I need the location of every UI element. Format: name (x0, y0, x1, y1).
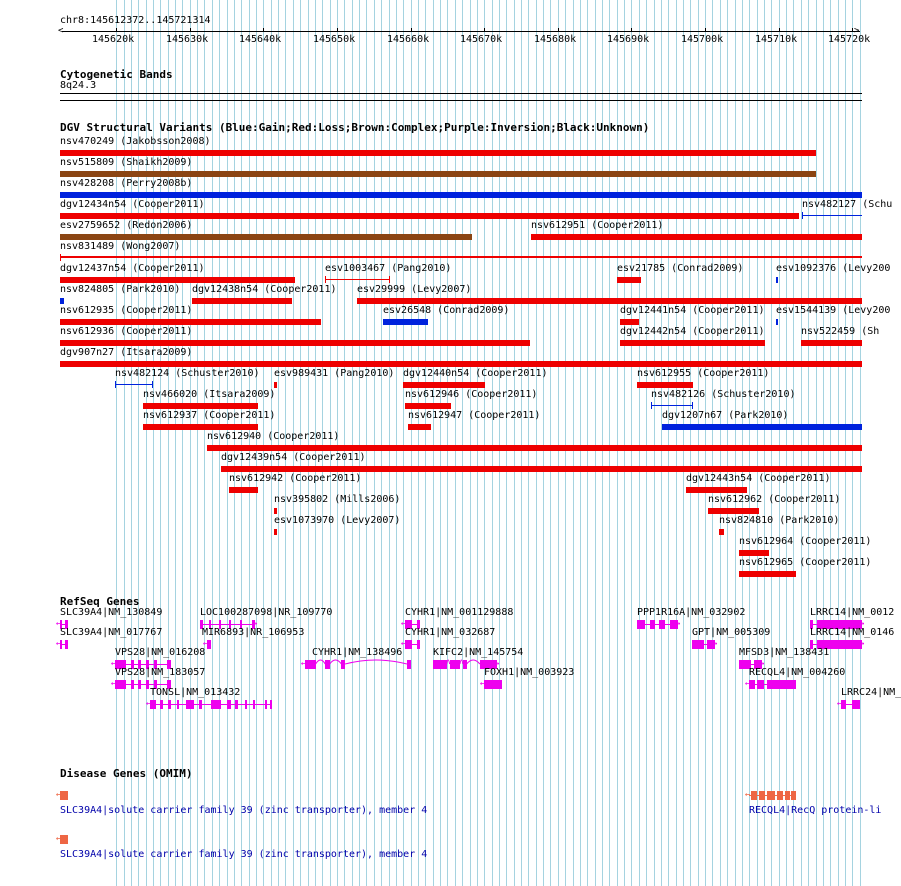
dgv-feature-bar[interactable] (637, 382, 693, 388)
dgv-feature-label: esv989431 (Pang2010) (274, 368, 395, 379)
dgv-feature-bar[interactable] (192, 298, 292, 304)
grid-line (786, 0, 787, 886)
grid-line (779, 0, 780, 886)
dgv-feature-label: dgv1207n67 (Park2010) (662, 410, 789, 421)
refseq-exon[interactable] (767, 680, 796, 689)
dgv-feature-label: nsv612935 (Cooper2011) (60, 305, 193, 316)
refseq-exon[interactable] (235, 700, 238, 709)
omim-gene-label: SLC39A4|solute carrier family 39 (zinc transporter), member 4 (60, 805, 428, 816)
dgv-feature-bar[interactable] (408, 424, 431, 430)
dgv-feature-label: esv1073970 (Levy2007) (274, 515, 401, 526)
dgv-feature-bar[interactable] (383, 319, 428, 325)
ruler-tick-label: 145710k (755, 34, 798, 45)
ruler-tick-mark (263, 28, 264, 32)
dgv-feature-bar[interactable] (143, 403, 258, 409)
grid-line (705, 0, 706, 886)
dgv-feature-label: esv29999 (Levy2007) (357, 284, 472, 295)
dgv-feature-label: nsv482124 (Schuster2010) (115, 368, 260, 379)
refseq-gene-label: VPS28|NM_183057 (115, 667, 206, 678)
dgv-feature-line[interactable] (651, 405, 693, 406)
strand-minus-icon: ← (480, 679, 486, 689)
ruler-tick-label: 145690k (607, 34, 650, 45)
dgv-feature-label: esv1092376 (Levy200 (776, 263, 891, 274)
grid-line (698, 0, 699, 886)
strand-plus-icon: → (712, 639, 718, 649)
strand-minus-icon: ← (837, 699, 843, 709)
refseq-exon[interactable] (168, 700, 171, 709)
strand-minus-icon: ← (146, 699, 152, 709)
dgv-feature-label: dgv12442n54 (Cooper2011) (620, 326, 765, 337)
refseq-exon[interactable] (417, 640, 420, 649)
grid-line (668, 0, 669, 886)
refseq-exon[interactable] (270, 700, 272, 709)
dgv-feature-label: nsv612951 (Cooper2011) (531, 220, 664, 231)
dgv-feature-label: dgv12441n54 (Cooper2011) (620, 305, 765, 316)
dgv-group-separator (60, 256, 862, 257)
ruler-line (62, 31, 860, 32)
grid-line (720, 0, 721, 886)
omim-gene-box[interactable] (759, 791, 765, 800)
strand-minus-icon: ← (401, 619, 407, 629)
ruler-tick-label: 145630k (166, 34, 209, 45)
grid-line (727, 0, 728, 886)
grid-line (735, 0, 736, 886)
dgv-feature-label: nsv612946 (Cooper2011) (405, 389, 538, 400)
omim-gene-label: SLC39A4|solute carrier family 39 (zinc transporter), member 4 (60, 849, 428, 860)
refseq-gene-label: FOXH1|NM_003923 (484, 667, 575, 678)
ruler-tick-mark (558, 28, 559, 32)
strand-plus-icon: → (675, 619, 681, 629)
dgv-feature-cap (325, 276, 326, 283)
ruler-tick-label: 145620k (92, 34, 135, 45)
ruler-tick-label: 145700k (681, 34, 724, 45)
dgv-feature-cap (651, 402, 652, 409)
grid-line (771, 0, 772, 886)
grid-line (757, 0, 758, 886)
dgv-feature-bar[interactable] (274, 382, 277, 388)
dgv-feature-bar[interactable] (60, 277, 295, 283)
refseq-exon[interactable] (484, 680, 502, 689)
ruler-tick-mark (116, 28, 117, 32)
omim-gene-box[interactable] (785, 791, 790, 800)
refseq-gene-label: MFSD3|NM_138431 (739, 647, 830, 658)
dgv-feature-bar[interactable] (60, 234, 472, 240)
dgv-feature-label: nsv395802 (Mills2006) (274, 494, 401, 505)
dgv-feature-label: dgv12443n54 (Cooper2011) (686, 473, 831, 484)
grid-line (845, 0, 846, 886)
refseq-exon[interactable] (253, 700, 255, 709)
grid-line (749, 0, 750, 886)
dgv-feature-label: esv2759652 (Redon2006) (60, 220, 193, 231)
strand-minus-icon: ← (301, 659, 307, 669)
dgv-feature-bar[interactable] (221, 466, 862, 472)
ruler-tick-mark (779, 28, 780, 32)
dgv-feature-line[interactable] (115, 384, 153, 385)
dgv-feature-bar[interactable] (60, 298, 64, 304)
dgv-feature-label: dgv907n27 (Itsara2009) (60, 347, 193, 358)
refseq-exon[interactable] (433, 660, 447, 669)
refseq-intron-arc (467, 660, 480, 664)
omim-gene-box[interactable] (791, 791, 796, 800)
strand-minus-icon: ← (745, 679, 751, 689)
dgv-feature-bar[interactable] (60, 319, 321, 325)
dgv-track-title: DGV Structural Variants (Blue:Gain;Red:Loss;Brown:Complex;Purple:Inversion;Black:Unknown) (60, 121, 650, 134)
ruler-tick-mark (631, 28, 632, 32)
dgv-feature-bar[interactable] (620, 340, 765, 346)
refseq-gene-label: PPP1R16A|NM_032902 (637, 607, 746, 618)
grid-line (801, 0, 802, 886)
strand-minus-icon: ← (203, 639, 209, 649)
ruler-left-arrow: < (58, 26, 64, 36)
ruler-tick-label: 145640k (239, 34, 282, 45)
location-label: chr8:145612372..145721314 (60, 15, 211, 26)
refseq-exon[interactable] (450, 660, 460, 669)
cytoband-line-bottom (60, 100, 862, 101)
omim-gene-label: RECQL4|RecQ protein-li (749, 805, 882, 816)
strand-plus-icon: → (252, 619, 258, 629)
dgv-feature-label: nsv482127 (Schu (802, 199, 893, 210)
refseq-exon[interactable] (115, 680, 126, 689)
dgv-feature-label: dgv12439n54 (Cooper2011) (221, 452, 366, 463)
ruler-tick-label: 145720k (828, 34, 871, 45)
refseq-exon[interactable] (65, 640, 68, 649)
dgv-feature-cap (802, 212, 803, 219)
dgv-feature-label: nsv428208 (Perry2008b) (60, 178, 193, 189)
grid-line (816, 0, 817, 886)
ruler-tick-mark (705, 28, 706, 32)
strand-plus-icon: → (859, 619, 865, 629)
refseq-gene-label: MIR6893|NR_106953 (202, 627, 305, 638)
dgv-feature-bar[interactable] (405, 403, 451, 409)
grid-line (654, 0, 655, 886)
ruler-tick-mark (852, 28, 853, 32)
dgv-feature-label: esv26548 (Conrad2009) (383, 305, 510, 316)
refseq-gene-label: CYHR1|NM_032687 (405, 627, 496, 638)
strand-minus-icon: ← (56, 790, 62, 800)
strand-minus-icon: ← (745, 790, 751, 800)
dgv-feature-bar[interactable] (403, 382, 485, 388)
grid-line (712, 0, 713, 886)
dgv-feature-bar[interactable] (739, 571, 796, 577)
refseq-exon[interactable] (757, 680, 764, 689)
dgv-feature-line[interactable] (802, 215, 862, 216)
dgv-feature-label: nsv612962 (Cooper2011) (708, 494, 841, 505)
grid-line (676, 0, 677, 886)
refseq-gene-label: VPS28|NM_016208 (115, 647, 206, 658)
refseq-gene-label: SLC39A4|NM_130849 (60, 607, 163, 618)
grid-line (683, 0, 684, 886)
dgv-feature-label: dgv12434n54 (Cooper2011) (60, 199, 205, 210)
grid-line (830, 0, 831, 886)
strand-minus-icon: ← (56, 619, 62, 629)
omim-gene-box[interactable] (767, 791, 775, 800)
dgv-feature-bar[interactable] (60, 361, 862, 367)
dgv-feature-label: nsv466020 (Itsara2009) (143, 389, 276, 400)
dgv-feature-cap (115, 381, 116, 388)
dgv-feature-label: nsv612942 (Cooper2011) (229, 473, 362, 484)
refseq-gene-label: LRRC14|NM_0146 (810, 627, 895, 638)
grid-line (661, 0, 662, 886)
dgv-feature-label: nsv824805 (Park2010) (60, 284, 181, 295)
dgv-feature-label: nsv612965 (Cooper2011) (739, 557, 872, 568)
refseq-gene-label: TONSL|NM_013432 (150, 687, 241, 698)
refseq-gene-label: KIFC2|NM_145754 (433, 647, 524, 658)
dgv-feature-bar[interactable] (60, 150, 816, 156)
ruler-tick-mark (190, 28, 191, 32)
dgv-feature-label: dgv12437n54 (Cooper2011) (60, 263, 205, 274)
ruler-tick-mark (411, 28, 412, 32)
ruler-right-arrow: > (854, 26, 860, 36)
grid-line (808, 0, 809, 886)
dgv-feature-label: nsv612955 (Cooper2011) (637, 368, 770, 379)
strand-plus-icon: → (859, 639, 865, 649)
refseq-exon[interactable] (186, 700, 194, 709)
dgv-feature-bar[interactable] (776, 277, 778, 283)
dgv-feature-bar[interactable] (801, 340, 862, 346)
dgv-feature-label: esv1003467 (Pang2010) (325, 263, 452, 274)
refseq-exon[interactable] (199, 700, 202, 709)
refseq-exon[interactable] (692, 640, 704, 649)
refseq-exon[interactable] (131, 680, 134, 689)
dgv-feature-bar[interactable] (617, 277, 641, 283)
dgv-feature-bar[interactable] (60, 192, 862, 198)
dgv-feature-bar[interactable] (531, 234, 862, 240)
refseq-exon[interactable] (146, 680, 149, 689)
dgv-feature-bar[interactable] (60, 171, 816, 177)
refseq-gene-label: CYHR1|NM_001129888 (405, 607, 514, 618)
strand-minus-icon: ← (56, 834, 62, 844)
dgv-feature-label: nsv612937 (Cooper2011) (143, 410, 276, 421)
refseq-exon[interactable] (160, 700, 163, 709)
dgv-feature-label: nsv612936 (Cooper2011) (60, 326, 193, 337)
refseq-exon[interactable] (177, 700, 179, 709)
dgv-feature-label: nsv482126 (Schuster2010) (651, 389, 796, 400)
strand-minus-icon: ← (56, 639, 62, 649)
dgv-feature-bar[interactable] (776, 319, 778, 325)
refseq-gene-label: RECQL4|NM_004260 (749, 667, 846, 678)
dgv-feature-line[interactable] (60, 257, 862, 258)
refseq-gene-label: CYHR1|NM_138496 (312, 647, 403, 658)
refseq-exon[interactable] (852, 700, 860, 709)
refseq-track-title: RefSeq Genes (60, 595, 140, 608)
cytoband-label: 8q24.3 (60, 80, 97, 91)
dgv-feature-bar[interactable] (719, 529, 724, 535)
dgv-feature-bar[interactable] (274, 529, 277, 535)
omim-track-title: Disease Genes (OMIM) (60, 767, 193, 780)
dgv-feature-cap (692, 402, 693, 409)
grid-line (860, 0, 861, 886)
refseq-exon[interactable] (227, 700, 231, 709)
grid-line (793, 0, 794, 886)
refseq-exon[interactable] (637, 620, 645, 629)
dgv-feature-label: nsv612947 (Cooper2011) (408, 410, 541, 421)
strand-minus-icon: ← (111, 659, 117, 669)
dgv-feature-label: esv1544139 (Levy200 (776, 305, 891, 316)
grid-line (852, 0, 853, 886)
dgv-feature-bar[interactable] (662, 424, 862, 430)
refseq-exon[interactable] (650, 620, 655, 629)
refseq-gene-label: LOC100287098|NR_109770 (200, 607, 333, 618)
dgv-feature-label: dgv12440n54 (Cooper2011) (403, 368, 548, 379)
dgv-feature-bar[interactable] (229, 487, 258, 493)
dgv-feature-bar[interactable] (357, 298, 862, 304)
dgv-feature-label: nsv612964 (Cooper2011) (739, 536, 872, 547)
refseq-gene-label: LRRC24|NM_ (841, 687, 901, 698)
refseq-exon[interactable] (245, 700, 247, 709)
dgv-feature-label: esv21785 (Conrad2009) (617, 263, 744, 274)
strand-plus-icon: → (494, 659, 500, 669)
refseq-exon[interactable] (138, 680, 141, 689)
strand-plus-icon: → (759, 659, 765, 669)
dgv-feature-label: nsv522459 (Sh (801, 326, 880, 337)
dgv-feature-bar[interactable] (207, 445, 862, 451)
dgv-feature-label: nsv612940 (Cooper2011) (207, 431, 340, 442)
grid-line (838, 0, 839, 886)
ruler-tick-label: 145660k (387, 34, 430, 45)
ruler-tick-mark (484, 28, 485, 32)
dgv-feature-bar[interactable] (274, 508, 277, 514)
cytoband-title: Cytogenetic Bands (60, 68, 173, 81)
dgv-feature-bar[interactable] (60, 213, 799, 219)
refseq-exon[interactable] (659, 620, 665, 629)
refseq-exon[interactable] (211, 700, 221, 709)
ruler-tick-label: 145670k (460, 34, 503, 45)
strand-minus-icon: ← (111, 679, 117, 689)
dgv-feature-label: nsv515809 (Shaikh2009) (60, 157, 193, 168)
cytoband-line-top (60, 93, 862, 94)
dgv-feature-bar[interactable] (60, 340, 530, 346)
dgv-feature-label: nsv831489 (Wong2007) (60, 241, 181, 252)
dgv-feature-label: nsv824810 (Park2010) (719, 515, 840, 526)
ruler-tick-mark (337, 28, 338, 32)
dgv-feature-bar[interactable] (739, 550, 769, 556)
dgv-feature-bar[interactable] (143, 424, 258, 430)
refseq-exon[interactable] (265, 700, 267, 709)
omim-gene-box[interactable] (777, 791, 783, 800)
dgv-feature-label: dgv12438n54 (Cooper2011) (192, 284, 337, 295)
dgv-feature-bar[interactable] (620, 319, 639, 325)
grid-line (690, 0, 691, 886)
dgv-feature-cap (152, 381, 153, 388)
ruler-tick-label: 145650k (313, 34, 356, 45)
omim-gene-box[interactable] (751, 791, 757, 800)
refseq-gene-label: SLC39A4|NM_017767 (60, 627, 163, 638)
dgv-feature-bar[interactable] (708, 508, 759, 514)
grid-line (764, 0, 765, 886)
refseq-exon[interactable] (463, 660, 467, 669)
grid-line (823, 0, 824, 886)
dgv-feature-line[interactable] (325, 279, 390, 280)
strand-minus-icon: ← (401, 639, 407, 649)
refseq-gene-label: GPT|NM_005309 (692, 627, 771, 638)
dgv-feature-bar[interactable] (686, 487, 747, 493)
dgv-feature-label: nsv470249 (Jakobsson2008) (60, 136, 211, 147)
ruler-tick-label: 145680k (534, 34, 577, 45)
grid-line (742, 0, 743, 886)
refseq-gene-label: LRRC14|NM_0012 (810, 607, 895, 618)
dgv-feature-cap (389, 276, 390, 283)
